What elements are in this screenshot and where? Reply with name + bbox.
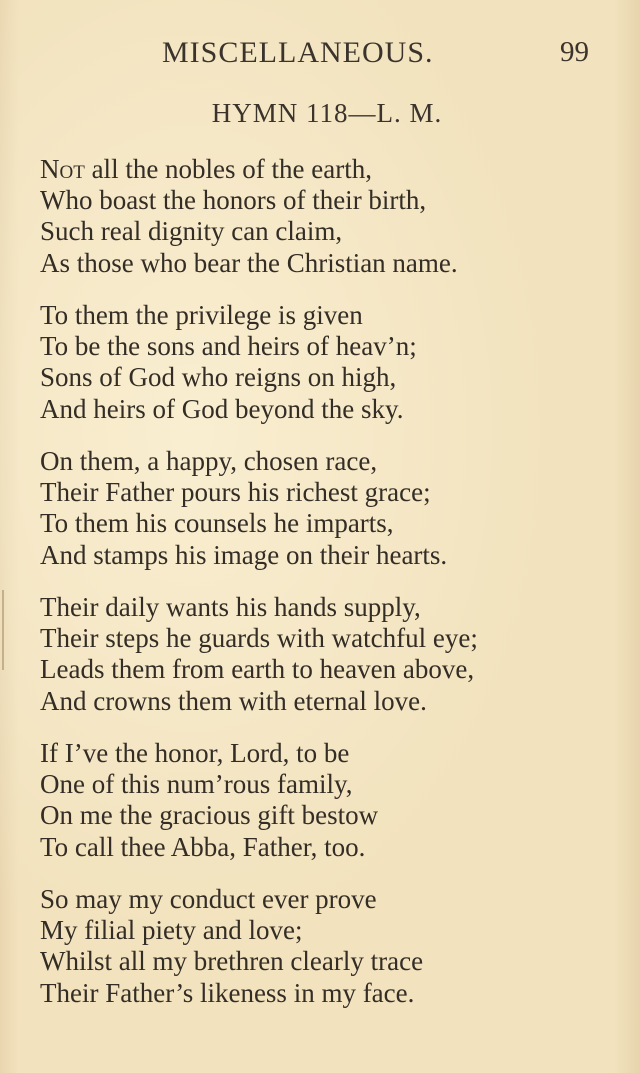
verse-line: Leads them from earth to heaven above, [40, 654, 475, 685]
verse-line: Their Father pours his richest grace; [40, 477, 431, 508]
verse-line: To be the sons and heirs of heav’n; [40, 331, 417, 362]
page-number: 99 [560, 36, 589, 68]
verse-line: Sons of God who reigns on high, [40, 362, 397, 393]
verse-line: To call thee Abba, Father, too. [40, 831, 366, 862]
stanza-6 [40, 884, 620, 1009]
small-caps-lead: Not [40, 154, 85, 184]
verse-line: On them, a happy, chosen race, [40, 446, 378, 476]
verse-line: Such real dignity can claim, [40, 216, 343, 247]
verse-line [40, 154, 620, 185]
stanza-2 [40, 300, 620, 425]
verse-line: My filial piety and love; [40, 915, 303, 946]
verse-line: And crowns them with eternal love. [40, 685, 427, 716]
verse-line: To them his counsels he imparts, [40, 508, 394, 539]
verse-line: If I’ve the honor, Lord, to be [40, 738, 350, 768]
running-title: MISCELLANEOUS. [162, 36, 434, 69]
verse-line: Whilst all my brethren clearly trace [40, 946, 424, 977]
verse-line: Who boast the honors of their birth, [40, 185, 427, 216]
running-head [0, 36, 640, 76]
stanza-3 [40, 446, 620, 571]
verse-line: And stamps his image on their hearts. [40, 539, 448, 570]
hymn-heading: HYMN 118—L. M. [211, 98, 443, 128]
verse-line: Their steps he guards with watchful eye; [40, 623, 478, 654]
stanza-5 [40, 738, 620, 863]
margin-mark [2, 590, 4, 670]
verse-line: To them the privilege is given [40, 300, 363, 330]
stanza-4 [40, 592, 620, 717]
verse-line: On me the gracious gift bestow [40, 800, 379, 831]
verse-line: And heirs of God beyond the sky. [40, 393, 404, 424]
stanza-1 [40, 154, 620, 279]
verse-line: As those who bear the Christian name. [40, 247, 458, 278]
verse-line: Their daily wants his hands supply, [40, 592, 421, 622]
verse-line: Their Father’s likeness in my face. [40, 977, 415, 1008]
verse-line-rest: all the nobles of the earth, [84, 154, 372, 184]
verse-line: One of this num’rous family, [40, 769, 353, 800]
verse-line: So may my conduct ever prove [40, 884, 377, 914]
